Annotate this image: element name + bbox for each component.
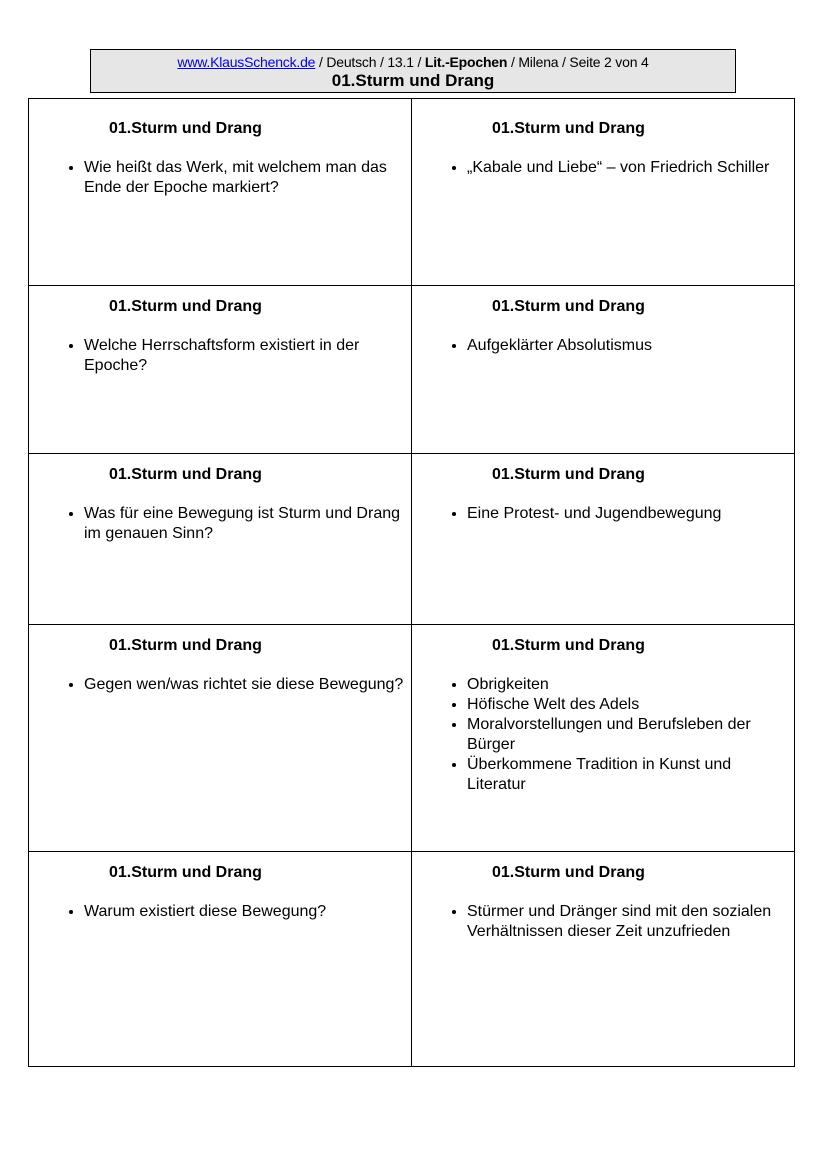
card-title: 01.Sturm und Drang <box>492 298 645 315</box>
card-title: 01.Sturm und Drang <box>109 864 262 881</box>
answer-card-5 <box>412 852 795 1067</box>
question-item: • Wie heißt das Werk, mit welchem man das Ende der Epoche markiert? <box>84 158 411 198</box>
question-card-2 <box>29 286 412 454</box>
question-list <box>29 504 411 544</box>
answer-item: • Moralvorstellungen und Berufsleben der Bürger <box>467 715 794 755</box>
answer-item: • Überkommene Tradition in Kunst und Literatur <box>467 755 794 795</box>
answer-item: • Eine Protest- und Jugendbewegung <box>467 504 794 524</box>
site-link[interactable]: www.KlausSchenck.de <box>177 54 316 70</box>
answer-list <box>412 158 794 178</box>
card-title: 01.Sturm und Drang <box>109 120 262 137</box>
card-row-5 <box>29 852 795 1067</box>
header-subject: / Deutsch / 13.1 / <box>315 54 425 70</box>
page-header <box>90 49 736 93</box>
question-list <box>29 675 411 695</box>
flashcard-table <box>28 98 795 1067</box>
card-title: 01.Sturm und Drang <box>109 298 262 315</box>
answer-item: • Höfische Welt des Adels <box>467 695 794 715</box>
question-item: • Welche Herrschaftsform existiert in der Epoche? <box>84 336 411 376</box>
card-row-1 <box>29 99 795 286</box>
header-page-info: / Milena / Seite 2 von 4 <box>507 54 649 70</box>
card-row-2 <box>29 286 795 454</box>
header-epochs: Lit.-Epochen <box>424 54 508 70</box>
answer-card-4 <box>412 625 795 852</box>
question-list <box>29 902 411 922</box>
answer-list <box>412 675 794 795</box>
card-title: 01.Sturm und Drang <box>109 466 262 483</box>
question-card-3 <box>29 454 412 625</box>
card-title: 01.Sturm und Drang <box>492 637 645 654</box>
card-row-4 <box>29 625 795 852</box>
answer-card-3 <box>412 454 795 625</box>
card-title: 01.Sturm und Drang <box>492 864 645 881</box>
answer-item: • „Kabale und Liebe“ – von Friedrich Schiller <box>467 158 794 178</box>
card-row-3 <box>29 454 795 625</box>
question-card-1 <box>29 99 412 286</box>
card-title: 01.Sturm und Drang <box>492 120 645 137</box>
question-item: • Was für eine Bewegung ist Sturm und Drang im genauen Sinn? <box>84 504 411 544</box>
card-title: 01.Sturm und Drang <box>109 637 262 654</box>
page-title: 01.Sturm und Drang <box>331 71 495 90</box>
answer-card-1 <box>412 99 795 286</box>
question-list <box>29 336 411 376</box>
question-card-5 <box>29 852 412 1067</box>
answer-list <box>412 336 794 356</box>
header-breadcrumb <box>91 54 735 70</box>
answer-item: • Obrigkeiten <box>467 675 794 695</box>
answer-item: • Aufgeklärter Absolutismus <box>467 336 794 356</box>
question-item: • Warum existiert diese Bewegung? <box>84 902 411 922</box>
question-list <box>29 158 411 198</box>
question-card-4 <box>29 625 412 852</box>
question-item: • Gegen wen/was richtet sie diese Bewegung? <box>84 675 411 695</box>
answer-list <box>412 504 794 524</box>
answer-list <box>412 902 794 942</box>
answer-card-2 <box>412 286 795 454</box>
card-title: 01.Sturm und Drang <box>492 466 645 483</box>
answer-item: • Stürmer und Dränger sind mit den sozialen Verhältnissen dieser Zeit unzufrieden <box>467 902 794 942</box>
